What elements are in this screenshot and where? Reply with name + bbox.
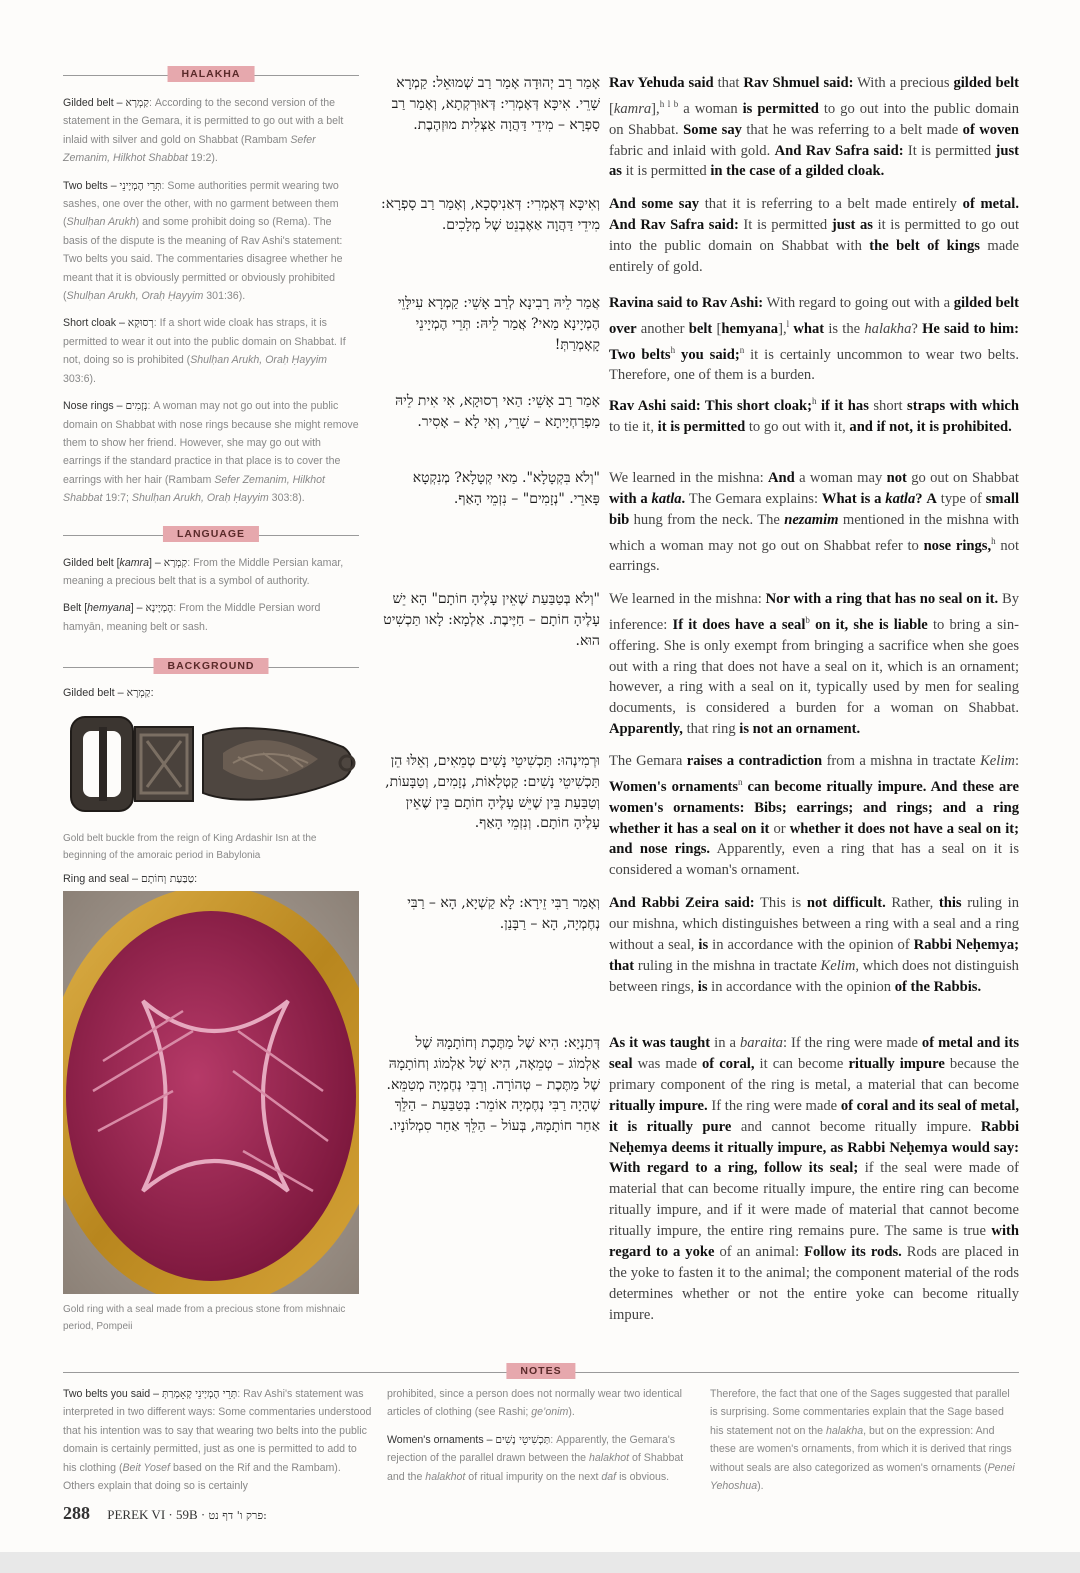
page-footer [63,1503,267,1524]
english-block-3: Ravina said to Rav Ashi: With regard to going out with a gilded belt over another belt [hemyana],$^l$ what is the halakha? He said to him: Two belts$^h$ you said;$^n$ it is certainly uncommon to wear two belts. Therefore, one of them is a burden. [609,295,1020,384]
hebrew-block-6: "וְלֹא בְּטַבַּעַת שֶׁאֵין עָלֶיהָ חוֹתָם" הָא יֵשׁ עָלֶיהָ חוֹתָם – חַיֶּיבֶת. אַלְמָא: לָאו תַּכְשִׁיט הוּא. [383,591,600,649]
halakha-note-short-cloak: Short cloak – רְסוּקָא: If a short wide cloak has straps, it is permitted to wear it out into the public domain on Shabbat. If not, doing so is prohibited (Shulḥan Arukh, Oraḥ Ḥayyim 303:6). [63,317,346,385]
language-note-hemyana: Belt [hemyana] – הֶמְיָינָא: From the Middle Persian word hamyān, meaning belt or sash. [63,602,321,633]
english-block-8: And Rabbi Zeira said: This is not difficult. Rather, this ruling in our mishna, which distinguishes between a ring with a seal and a ring without a seal, is in accordance with the opinion of Rabbi Neḥemya; that ruling in the mishna in tractate Kelim, which does not distinguish between rings, is in accordance with the opinion of the Rabbis. [609,895,1020,995]
hebrew-block-5: "וְלֹא בִּקְטָלָא". מַאי קְטָלָא? מְנִקְטָא פָּארֵי. "נְזָמִים" – נִזְמֵי הָאַף. [412,470,600,507]
english-block-6: We learned in the mishna: Nor with a ring that has no seal on it. By inference: If it does have a seal$^b$ on it, she is liable to bring a sin-offering. She is only exempt from bringing a sacrifice when she goes out with a ring that does not have a seal on it, which is an ornament; however, a ring with a seal on it, typically used by men for sealing documents, is considered a burden for a woman on Shabbat. Apparently, that ring is not an ornament. [609,591,1019,738]
background-label-ring-seal: Ring and seal – טַבַּעַת וְחוֹתָם: [63,872,198,886]
notes-column-3: Therefore, the fact that one of the Sages suggested that parallel is surprising. Some commentaries explain that the Sage based his statement not on the halakha, but on the expression: And these are women's ornaments, from which it is derived that rings without seals are also categorized as women's ornaments (Penei Yehoshua). [710,1388,1015,1493]
sidebar [63,66,359,1343]
english-block-2: And some say that it is referring to a belt made entirely of metal. And Rav Safra said: It is permitted just as it is permitted to go out into the public domain on Shabbat with the belt of kings made entirely of gold. [609,196,1019,275]
halakha-note-two-belts: Two belts – תְּרֵי הֶמְיָינֵי: Some authorities permit wearing two sashes, one over the other, with no garment between them (Shulḥan Arukh) and some prohibit doing so (Rema). The basis of the dispute is the meaning of Rav Ashi's statement: Two belts you said. The commentaries disagree whether he meant that it is obviously permitted or obviously prohibited (Shulḥan Arukh, Oraḥ Ḥayyim 301:36). [63,179,343,303]
caption-belt-buckle: Gold belt buckle from the reign of King Ardashir Isn at the beginning of the amoraic period in Babylonia [63,833,317,862]
hebrew-block-3: אֲמַר לֵיהּ רָבִינָא לְרַב אָשֵׁי: קַמְרָא עִילָּוֵי הֶמְיָינָא מַאי? אֲמַר לֵיהּ: תְּרֵי הֶמְיָינֵי קָאָמְרַתְּ! [397,295,600,353]
notes-header: NOTES [63,1363,1019,1381]
caption-ring-seal: Gold ring with a seal made from a precious stone from mishnaic period, Pompeii [63,1304,346,1333]
hebrew-block-1: אָמַר רַב יְהוּדָה אָמַר רַב שְׁמוּאֵל: קַמְרָא שָׁרֵי. אִיכָּא דְּאָמְרִי: דְּאוּרְקְתָא, וְאָמַר רַב סָפְרָא – מִידֵי דַּהֲוָה אַצְּלִית מוּזְהֶבֶת. [391,75,600,133]
page-number: 288 [63,1503,90,1523]
notes-womens-ornaments: Women's ornaments – תַּכְשִׁיטֵי נָשִׁים: Apparently, the Gemara's rejection of the parallel drawn between the halakhot of Shabbat and the halakhot of ritual impurity on the next daf is obvious. [387,1433,684,1483]
halakha-header: HALAKHA [63,66,359,84]
perek-hebrew: פרק ו' דף נט: [208,1509,267,1522]
english-block-5: We learned in the mishna: And a woman may not go out on Shabbat with a katla. The Gemara explains: What is a katla? A type of small bib hung from the neck. The nezamim mentioned in the mishna with which a woman may not go out on Shabbat refer to nose rings,$^h$ not earrings. [609,470,1020,575]
hebrew-block-8: וְאָמַר רַבִּי זֵירָא: לָא קַשְׁיָא, הָא – רַבִּי נְחֶמְיָה, הָא – רַבָּנַן. [407,895,600,932]
hebrew-block-9: דְּתַנְיָא: הִיא שֶׁל מַתֶּכֶת וְחוֹתָמָהּ שֶׁל אַלְמוֹג – טְמֵאָה, הִיא שֶׁל אַלְמוֹג וְחוֹתָמָהּ שֶׁל מַתֶּכֶת – טְהוֹרָה. וְרַבִּי נְחֶמְיָה מְטַמֵּא. שֶׁהָיָה רַבִּי נְחֶמְיָה אוֹמֵר: בְּטַבַּעַת – הַלֵּךְ אַחַר חוֹתָמָהּ, בְּעוֹל – הַלֵּךְ אַחַר סִמְלוֹנָיו. [386,1035,600,1135]
background-header: BACKGROUND [63,658,359,676]
english-block-7: The Gemara raises a contradiction from a mishna in tractate Kelim: Women's ornaments$^n$ can become ritually impure. And these are women's ornaments: Bibs; earrings; and rings; and a ring whether it has a seal on it or whether it does not have a seal on it; and nose rings. Apparently, even a ring that has a seal on it is considered a woman's ornament. [609,753,1020,879]
english-block-1: Rav Yehuda said that Rav Shmuel said: With a precious gilded belt [kamra],$^{h l b}$ a woman is permitted to go out into the public domain on Shabbat. Some say that he was referring to a belt made of woven fabric and inlaid with gold. And Rav Safra said: It is permitted just as it is permitted in the case of a gilded cloak. [609,75,1020,180]
hebrew-block-7: וּרְמִינְהוּ: תַּכְשִׁיטֵי נָשִׁים טְמֵאִים, וְאֵלּוּ הֵן תַּכְשִׁיטֵי נָשִׁים: קַטְלָאוֹת, נְזָמִים, וְטַבָּעוֹת, וְטַבַּעַת בֵּין שֶׁיֵּשׁ עָלֶיהָ חוֹתָם בֵּין שֶׁאֵין עָלֶיהָ חוֹתָם. וְנִזְמֵי הָאַף. [385,753,600,832]
hebrew-block-4: אָמַר רַב אָשֵׁי: הַאי רְסוּקָא, אִי אִית לֵיהּ מַפְרַחְיָיתָא – שָׁרֵי, וְאִי לָא – אָסִיר. [395,393,600,430]
notes-column-2 [387,1385,697,1486]
notes-col2-continuation: prohibited, since a person does not normally wear two identical articles of clothing (see Rashi; ge’onim). [387,1388,683,1419]
halakha-note-nose-rings: Nose rings – נְזָמִים: A woman may not go out into the public domain on Shabbat with nose rings because she might remove them to show her friend. However, she may go out with earrings if the standard practice in that place is to cover the earrings with her hair (Rambam Sefer Zemanim, Hilkhot Shabbat 19:7; Shulḥan Arukh, Oraḥ Ḥayyim 303:8). [63,400,359,505]
ring-seal-image [63,891,359,1294]
english-block-4: Rav Ashi said: This short cloak;$^h$ if it has short straps with which to tie it, it is permitted to go out with it, and if not, it is prohibited. [609,396,1019,435]
bottom-bar [0,1552,1080,1573]
background-label-gilded-belt: Gilded belt – קַמְרָא: [63,686,154,700]
belt-buckle-image [63,705,359,823]
language-note-kamra: Gilded belt [kamra] – קַמְרָא: From the Middle Persian kamar, meaning a precious belt that is a symbol of authority. [63,556,344,587]
halakha-note-gilded-belt: Gilded belt – קַמְרָא: According to the second version of the statement in the Gemara, it is permitted to go out with a belt inlaid with silver and gold on Shabbat (Rambam Sefer Zemanim, Hilkhot Shabbat 19:2). [63,97,344,165]
perek-label: PEREK VI · 59B · [107,1507,206,1522]
english-block-9: As it was taught in a baraita: If the ring were made of metal and its seal was made of coral, it can become ritually impure because the primary component of the ring is metal, a material that can become ritually impure. If the ring were made of coral and its seal of metal, it is ritually pure and cannot become ritually impure. Rabbi Neḥemya deems it ritually impure, as Rabbi Neḥemya would say: With regard to a ring, follow its seal; if the seal were made of material that can become ritually impure, the entire ring can become ritually impure, and if it were made of material that cannot become ritually impure, the entire ring remains pure. The same is true with regard to a yoke of an animal: Follow its rods. Rods are placed in the yoke to fasten it to the animal; the component material of the rods determines whether or not the entire yoke can become ritually impure. [609,1035,1020,1323]
hebrew-block-2: וְאִיכָּא דְּאָמְרִי: דְּאַנִיסְכָא, וְאָמַר רַב סָפְרָא: מִידֵי דַּהֲוָה אַאֶבְנֵט שֶׁל מְלָכִים. [381,196,600,233]
notes-column-1: Two belts you said – תְּרֵי הֶמְיָינֵי קָאָמְרַתְּ: Rav Ashi's statement was interpreted in two different ways: Some commentaries understood that his intention was to say that wearing two belts into the public domain is certainly permitted, just as one is permitted to add to his clothing (Beit Yosef based on the Rif and the Rambam). Others explain that doing so is certainly [63,1388,372,1493]
language-header: LANGUAGE [63,526,359,544]
